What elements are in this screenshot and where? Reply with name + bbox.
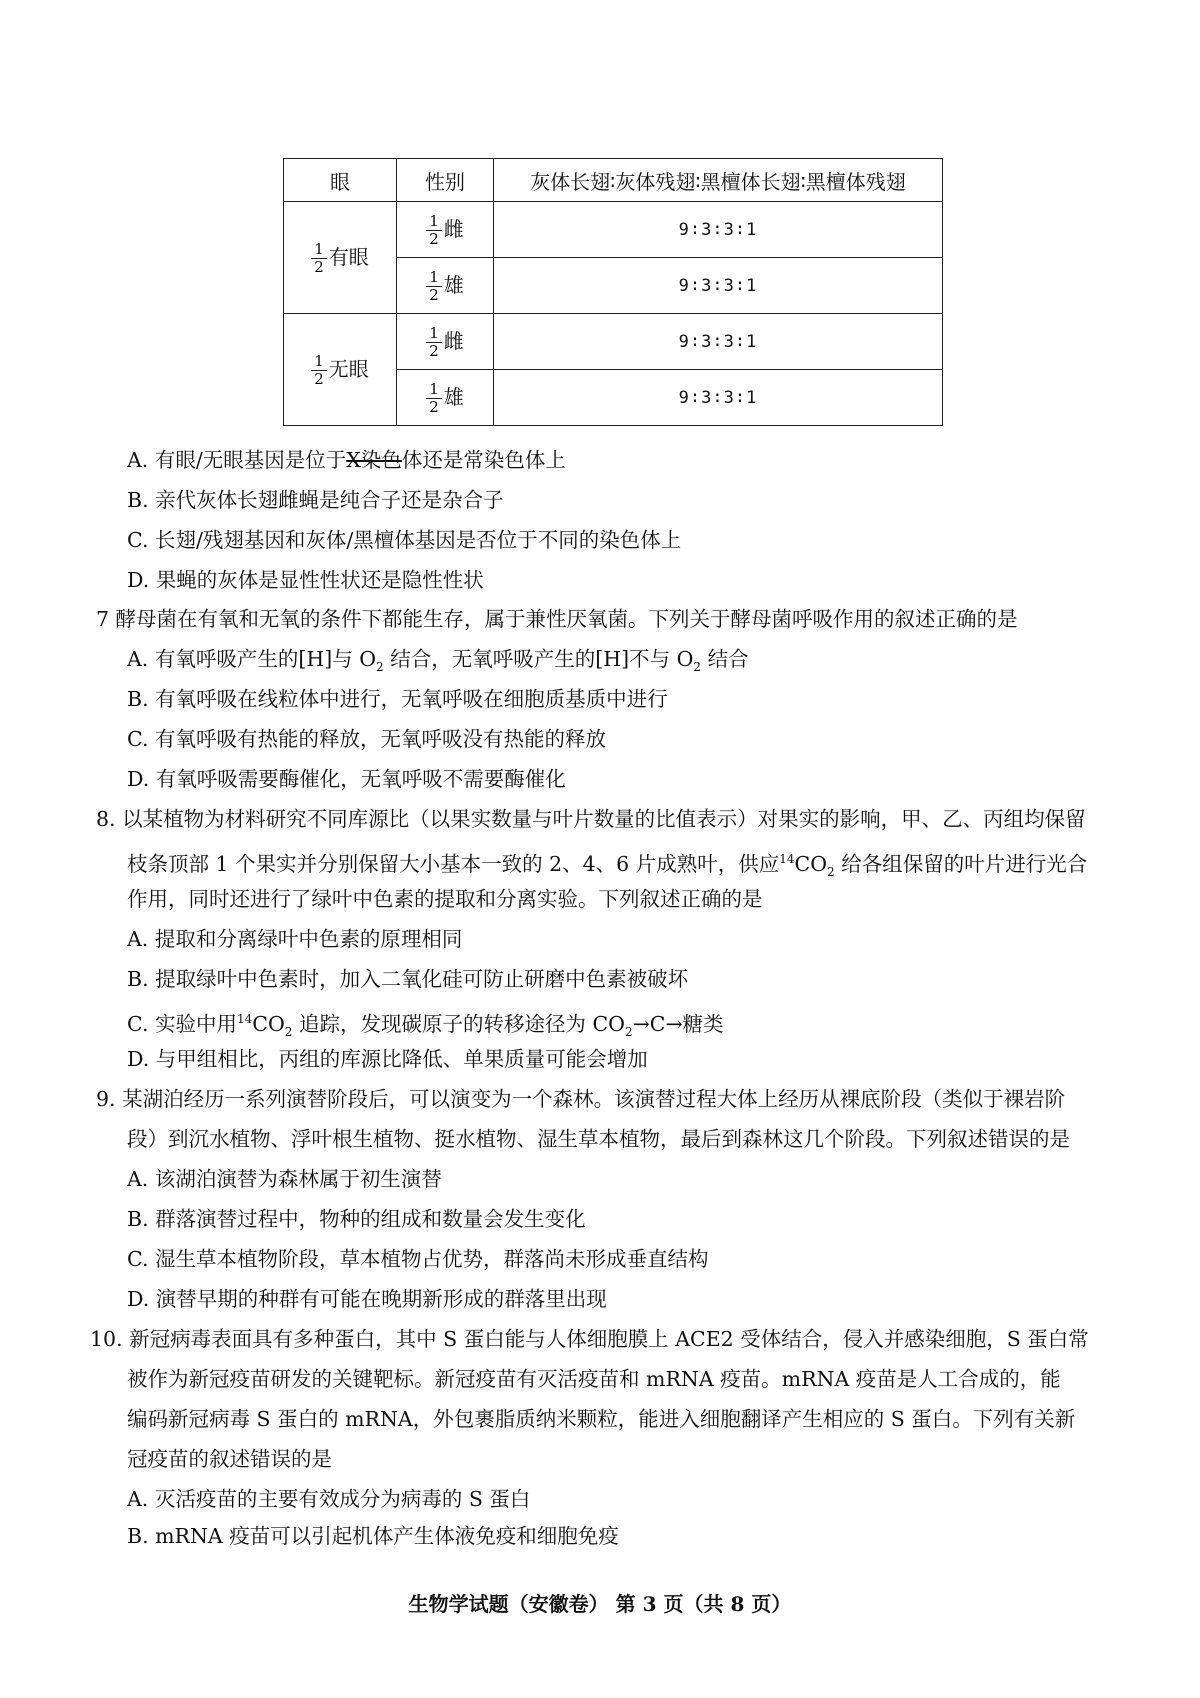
q9-option-d: D. 演替早期的种群有可能在晚期新形成的群落里出现 [127, 1287, 607, 1311]
q7-option-d: D. 有氧呼吸需要酶催化，无氧呼吸不需要酶催化 [127, 767, 566, 791]
header-ratio: 灰体长翅∶灰体残翅∶黑檀体长翅∶黑檀体残翅 [494, 159, 943, 202]
q10-option-a: A. 灭活疫苗的主要有效成分为病毒的 S 蛋白 [127, 1487, 531, 1511]
q6-option-c: C. 长翅/残翅基因和灰体/黑檀体基因是否位于不同的染色体上 [127, 528, 682, 552]
q10-stem-line3: 编码新冠病毒 S 蛋白的 mRNA，外包裹脂质纳米颗粒，能进入细胞翻译产生相应的 S 蛋白。下列有关新 [127, 1407, 1076, 1431]
q8-stem-line1: 8. 以某植物为材料研究不同库源比（以果实数量与叶片数量的比值表示）对果实的影响，甲、乙、丙组均保留 [96, 807, 1086, 831]
q8-stem-line3: 作用，同时还进行了绿叶中色素的提取和分离实验。下列叙述正确的是 [127, 887, 763, 911]
q9-option-c: C. 湿生草本植物阶段，草本植物占优势，群落尚未形成垂直结构 [127, 1247, 709, 1271]
sex-cell: $\frac{1}{2}$ 雄 [397, 258, 494, 314]
ratio-cell: 9∶3∶3∶1 [494, 258, 943, 314]
q8-option-a: A. 提取和分离绿叶中色素的原理相同 [127, 927, 463, 951]
eye-cell-no-eye: $\frac{1}{2}$ 无眼 [284, 314, 397, 426]
q8-stem-line2: 枝条顶部 1 个果实并分别保留大小基本一致的 2、4、6 片成熟叶，供应$^{14}CO_2$ 给各组保留的叶片进行光合 [127, 851, 1088, 879]
fraction: $\frac{1}{2}$ [311, 242, 327, 275]
ratio-cell: 9∶3∶3∶1 [494, 202, 943, 258]
page-footer: 生物学试题（安徽卷） 第 3 页（共 8 页） [408, 1592, 792, 1616]
sex-cell: $\frac{1}{2}$ 雌 [397, 314, 494, 370]
fraction: $\frac{1}{2}$ [426, 382, 442, 415]
q9-stem-line2: 段）到沉水植物、浮叶根生植物、挺水植物、湿生草本植物，最后到森林这几个阶段。下列叙述错误的是 [127, 1127, 1070, 1151]
header-eye: 眼 [284, 159, 397, 202]
q9-option-a: A. 该湖泊演替为森林属于初生演替 [127, 1167, 442, 1191]
table-row [284, 314, 943, 370]
q7-stem: 7 酵母菌在有氧和无氧的条件下都能生存，属于兼性厌氧菌。下列关于酵母菌呼吸作用的叙述正确的是 [96, 607, 1018, 631]
q7-option-c: C. 有氧呼吸有热能的释放，无氧呼吸没有热能的释放 [127, 727, 606, 751]
fraction: $\frac{1}{2}$ [426, 270, 442, 303]
ratio-cell: 9∶3∶3∶1 [494, 314, 943, 370]
q7-option-a: A. 有氧呼吸产生的[H]与 $O_2$ 结合，无氧呼吸产生的[H]不与 $O_2$ 结合 [127, 647, 749, 675]
q9-stem-line1: 9. 某湖泊经历一系列演替阶段后，可以演变为一个森林。该演替过程大体上经历从裸底阶段（类似于裸岩阶 [96, 1087, 1066, 1111]
table-row [284, 202, 943, 258]
table-header-row [284, 159, 943, 202]
q6-option-b: B. 亲代灰体长翅雌蝇是纯合子还是杂合子 [127, 488, 504, 512]
q6-option-d: D. 果蝇的灰体是显性性状还是隐性性状 [127, 568, 484, 592]
q8-option-b: B. 提取绿叶中色素时，加入二氧化硅可防止研磨中色素被破坏 [127, 967, 689, 991]
fraction: $\frac{1}{2}$ [311, 354, 327, 387]
eye-cell-has-eye: $\frac{1}{2}$ 有眼 [284, 202, 397, 314]
sex-cell: $\frac{1}{2}$ 雌 [397, 202, 494, 258]
header-sex: 性别 [397, 159, 494, 202]
ratio-cell: 9∶3∶3∶1 [494, 370, 943, 426]
q6-option-a: A. 有眼/无眼基因是位于X染色体还是常染色体上 [127, 448, 566, 472]
fraction: $\frac{1}{2}$ [426, 326, 442, 359]
fraction: $\frac{1}{2}$ [426, 214, 442, 247]
q10-stem-line4: 冠疫苗的叙述错误的是 [127, 1447, 332, 1471]
q7-option-b: B. 有氧呼吸在线粒体中进行，无氧呼吸在细胞质基质中进行 [127, 687, 668, 711]
q10-option-b: B. mRNA 疫苗可以引起机体产生体液免疫和细胞免疫 [127, 1524, 619, 1548]
q10-stem-line1: 10. 新冠病毒表面具有多种蛋白，其中 S 蛋白能与人体细胞膜上 ACE2 受体结合，侵入并感染细胞，S 蛋白常 [90, 1327, 1089, 1351]
genotype-ratio-table [283, 158, 943, 426]
q9-option-b: B. 群落演替过程中，物种的组成和数量会发生变化 [127, 1207, 586, 1231]
sex-cell: $\frac{1}{2}$ 雄 [397, 370, 494, 426]
q8-option-c: C. 实验中用$^{14}CO_2$ 追踪，发现碳原子的转移途径为 $CO_2\to C\to$糖类 [127, 1011, 724, 1039]
q10-stem-line2: 被作为新冠疫苗研发的关键靶标。新冠疫苗有灭活疫苗和 mRNA 疫苗。mRNA 疫苗是人工合成的，能 [127, 1367, 1061, 1391]
q8-option-d: D. 与甲组相比，丙组的库源比降低、单果质量可能会增加 [127, 1047, 648, 1071]
